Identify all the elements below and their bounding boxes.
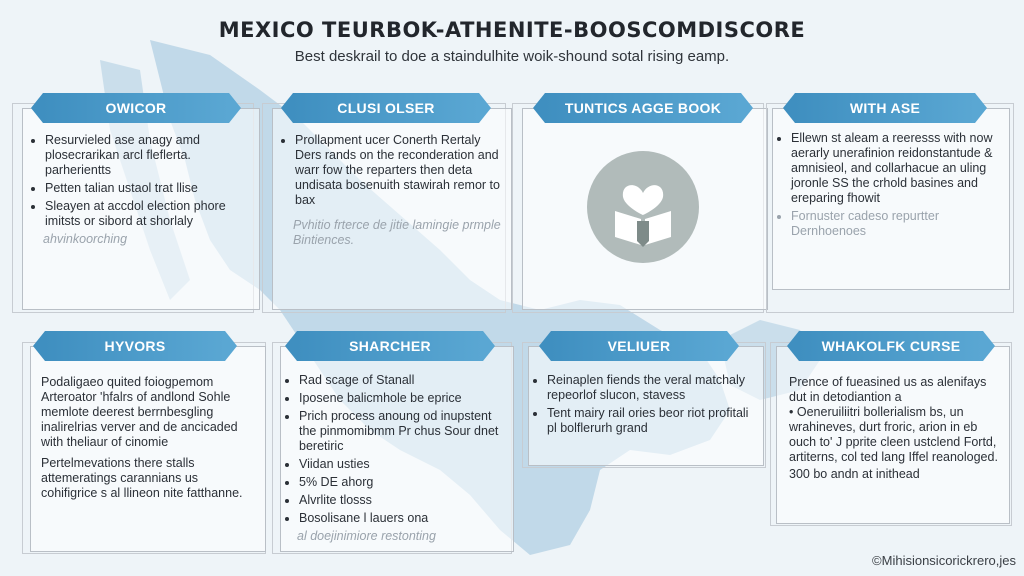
card-header: SHARCHER xyxy=(297,331,483,361)
card-header: WHAKOLFK CURSE xyxy=(799,331,983,361)
card-body xyxy=(41,375,257,507)
card-body xyxy=(779,131,1001,242)
list-item: • Petten talian ustaol trat llise xyxy=(45,181,249,196)
card-owicor xyxy=(22,100,260,310)
list-item: • Resurvieled ase anagy amd plosecrarikan arcl fleflerta. parherientts xyxy=(45,133,249,178)
card-body xyxy=(287,373,507,544)
list-item: • Rad scage of Stanall xyxy=(299,373,507,388)
card-hyvors xyxy=(30,338,266,552)
card-whakolfk-curse xyxy=(776,338,1010,524)
card-note: ahvinkoorching xyxy=(43,232,128,246)
list-item: • Iposene balicmhole be eprice xyxy=(299,391,507,406)
card-note: al doejinimiore restonting xyxy=(297,529,436,543)
card-header: OWICOR xyxy=(43,93,229,123)
list-item: • Viidan usties xyxy=(299,457,507,472)
card-sharcher xyxy=(280,338,514,552)
card-header: TUNTICS AGGE BOOK xyxy=(545,93,741,123)
paragraph: Podaligaeo quited foiogpemom Arteroator 'hfalrs of andlond Sohle memlote deerest berrnbesgling inalirelrias verver and de ancicaded with theliaur of cinomie xyxy=(41,375,238,449)
card-header: WITH ASE xyxy=(795,93,975,123)
list-item: • Alvrlite tlosss xyxy=(299,493,507,508)
card-header: CLUSI OLSER xyxy=(293,93,479,123)
card-header: VELIUER xyxy=(551,331,727,361)
card-body xyxy=(283,133,501,248)
list-item: • 5% DE ahorg xyxy=(299,475,507,490)
list-item-text: Oeneruiliitri bollerialism bs, un wrahineves, durt froric, arion in eb ouch to' J pprite cleen ustclend Fortd, artiterns, col ted lang Iffel reanologed. xyxy=(789,405,998,464)
page-title: MEXICO TEURBOK-ATHENITE-BOOSCOMDISCORE xyxy=(218,18,806,42)
page-subtitle: Best deskrail to doe a staindulhite woik-shound sotal rising eamp. xyxy=(294,48,730,65)
list-item: • Reinaplen fiends the veral matchaly repeorlof slucon, stavess xyxy=(547,373,755,403)
paragraph: Pertelmevations there stalls attemeratings carannians us cohifigrice s al llineon nite fatthanne. xyxy=(41,456,243,500)
list-item: • Sleayen at accdol election phore imitsts or sibord at shorlaly xyxy=(45,199,249,229)
card-clusi-olser xyxy=(272,100,512,310)
card-with-ase xyxy=(772,100,1010,290)
card-veliuer xyxy=(528,338,764,466)
list-item: • Ellewn st aleam a reeresss with now aerarly unerafinion reidonstantude & amnisieol, and collarhacue an uling joronle SS the crhold basines and ereparing fhowit xyxy=(791,131,1001,206)
list-item: • Oeneruiliitri bollerialism bs, un wrahineves, durt froric, arion in eb ouch to' J pprite cleen ustclend Fortd, artiterns, col ted lang Iffel reanologed. xyxy=(789,405,998,464)
list-item: • Fornuster cadeso repurtter Dernhoenoes xyxy=(791,209,1001,239)
card-header: HYVORS xyxy=(45,331,225,361)
card-body xyxy=(789,375,1001,482)
paragraph: Prence of fueasined us as alenifays dut in detodiantion a xyxy=(789,375,987,404)
list-item: • Prich process anoung od inupstent the pinmomibmm Pr chus Sour dnet beretiric xyxy=(299,409,507,454)
card-tuntics-agge-book xyxy=(522,100,768,310)
heart-book-icon xyxy=(585,149,701,265)
list-item: • Prollapment ucer Conerth Rertaly Ders rands on the reconderation and warr fow the reparters then deta undisata bosenuith stawirah remor to bax xyxy=(295,133,501,208)
card-note: Pvhitio frterce de jitie lamingie prmple Bintiences. xyxy=(293,218,501,247)
card-footnote: 300 bo andn at inithead xyxy=(789,467,920,481)
copyright-footer: ©Mihisionsicorickrero,jes xyxy=(872,553,1016,568)
card-body xyxy=(535,373,755,439)
list-item: • Bosolisane l lauers ona xyxy=(299,511,507,526)
card-body xyxy=(33,133,249,247)
list-item: • Tent mairy rail ories beor riot profitali pl bolflerurh grand xyxy=(547,406,755,436)
